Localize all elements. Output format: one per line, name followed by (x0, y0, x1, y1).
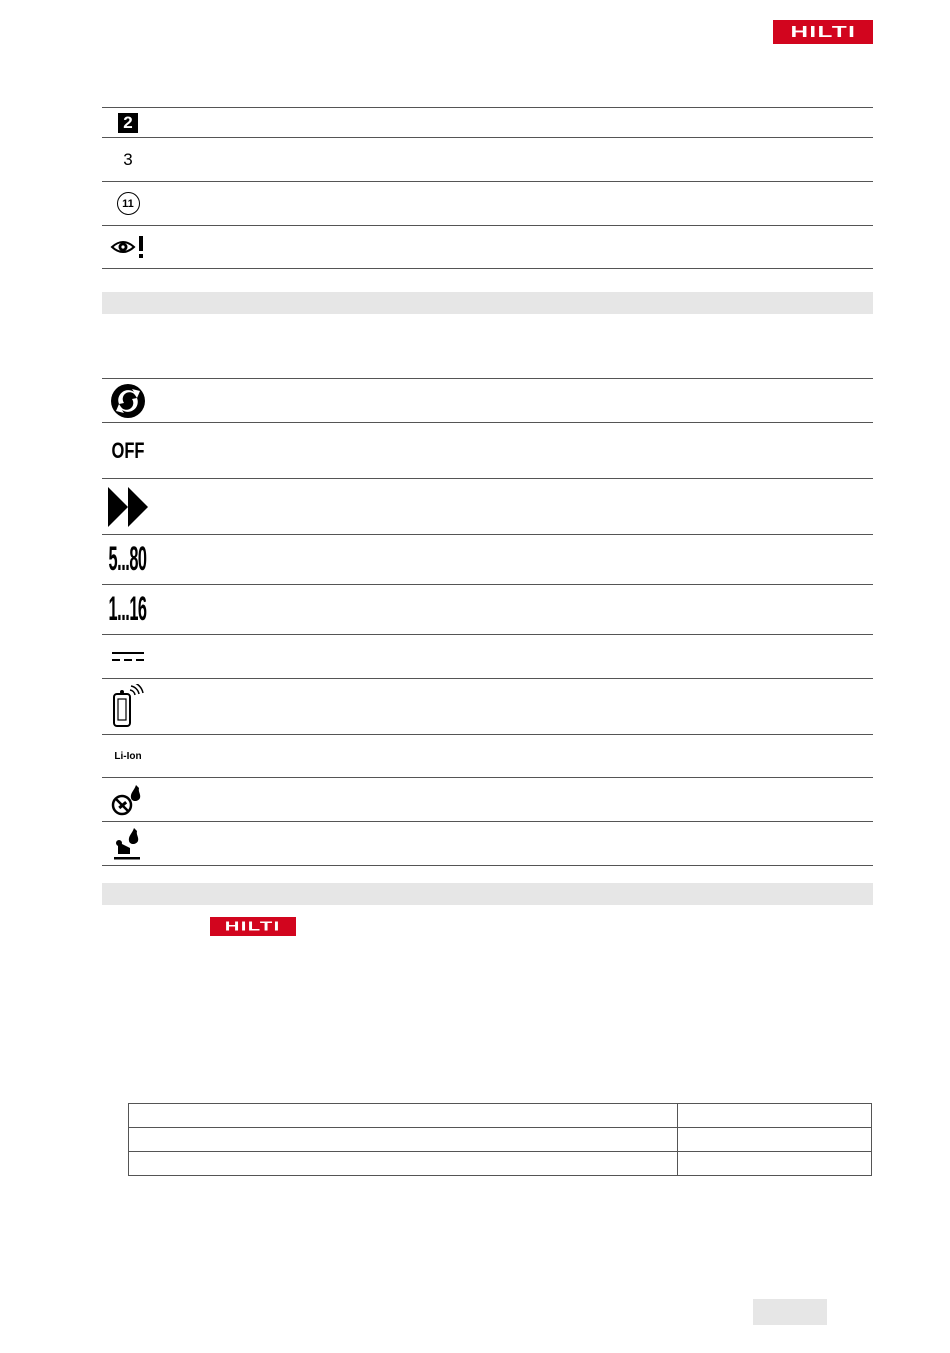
page-number-tab (753, 1299, 827, 1325)
recycling-green-dot-icon (102, 379, 154, 422)
off-label-icon: OFF (111, 437, 145, 463)
table-row (102, 822, 873, 866)
table-row (129, 1128, 872, 1152)
table-row (129, 1152, 872, 1176)
symbols-table-1 (102, 107, 873, 269)
table-row (102, 226, 873, 269)
range-5-80-icon: 5...80 (109, 540, 147, 578)
table-row (102, 679, 873, 735)
range-1-16-icon: 1...16 (109, 590, 147, 628)
hilti-logo: HILTI (773, 20, 873, 44)
info-table (128, 1103, 872, 1176)
symbols-table-2 (102, 378, 873, 866)
fast-forward-icon (102, 479, 154, 534)
table-row (102, 423, 873, 479)
table-row (102, 778, 873, 822)
hilti-logo-inline: HILTI (210, 917, 296, 936)
section-header-bar (102, 292, 873, 314)
table-row (102, 535, 873, 585)
li-ion-label-icon: Li-Ion (114, 750, 142, 762)
table-row (102, 108, 873, 138)
table-row (102, 735, 873, 778)
eye-warning-icon (102, 226, 154, 268)
table-row (102, 182, 873, 226)
table-row (102, 635, 873, 679)
direct-current-icon (102, 635, 154, 678)
table-row (102, 479, 873, 535)
boxed-number-2-icon: 2 (102, 108, 154, 137)
number-3-icon: 3 (123, 149, 133, 169)
table-row (129, 1104, 872, 1128)
no-fire-icon (102, 778, 154, 821)
table-row (102, 138, 873, 182)
circled-number-11-icon: 11 (102, 182, 154, 225)
section-header-bar (102, 883, 873, 905)
table-row (102, 585, 873, 635)
smartphone-wireless-icon (102, 679, 154, 734)
burning-icon (102, 822, 154, 865)
table-row (102, 379, 873, 423)
